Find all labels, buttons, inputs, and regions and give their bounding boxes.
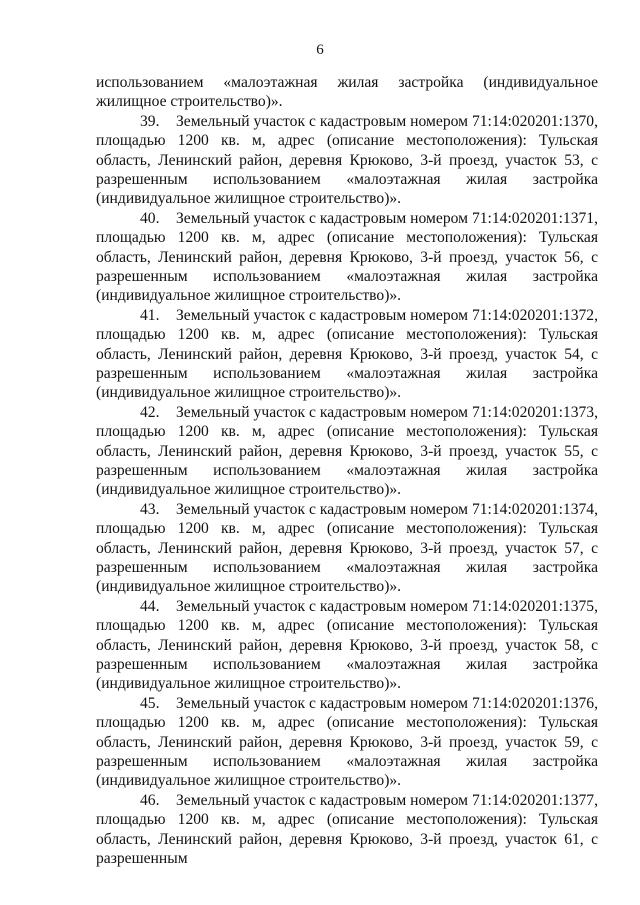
- continuation-paragraph: использованием «малоэтажная жилая застройка (индивидуальное жилищное строительство)».: [96, 74, 598, 111]
- entry-text: Земельный участок с кадастровым номером 71:14:020201:1371, площадью 1200 кв. м, адрес (описание местоположения): Тульская область, Ленинский район, деревня Крюково, 3-й проезд, участок 56, с разрешенным использованием «малоэтажная жилая застройка (индивидуальное жилищное строительство)».: [96, 210, 598, 305]
- entry-text: Земельный участок с кадастровым номером 71:14:020201:1376, площадью 1200 кв. м, адрес (описание местоположения): Тульская область, Ленинский район, деревня Крюково, 3-й проезд, участок 59, с разрешенным использованием «малоэтажная жилая застройка (индивидуальное жилищное строительство)».: [96, 695, 598, 790]
- list-item: [96, 112, 598, 208]
- list-item: [96, 791, 598, 868]
- list-item: [96, 694, 598, 790]
- entry-number: 42.: [140, 404, 160, 422]
- entry-number: 39.: [140, 113, 160, 131]
- entry-text: Земельный участок с кадастровым номером 71:14:020201:1374, площадью 1200 кв. м, адрес (описание местоположения): Тульская область, Ленинский район, деревня Крюково, 3-й проезд, участок 57, с разрешенным использованием «малоэтажная жилая застройка (индивидуальное жилищное строительство)».: [96, 501, 598, 596]
- entry-text: Земельный участок с кадастровым номером 71:14:020201:1373, площадью 1200 кв. м, адрес (описание местоположения): Тульская область, Ленинский район, деревня Крюково, 3-й проезд, участок 55, с разрешенным использованием «малоэтажная жилая застройка (индивидуальное жилищное строительство)».: [96, 404, 598, 499]
- entry-number: 40.: [140, 210, 160, 228]
- entry-number: 45.: [140, 695, 160, 712]
- entry-paragraph: [96, 694, 598, 790]
- entry-paragraph: [96, 403, 598, 499]
- entry-text: Земельный участок с кадастровым номером 71:14:020201:1375, площадью 1200 кв. м, адрес (описание местоположения): Тульская область, Ленинский район, деревня Крюково, 3-й проезд, участок 58, с разрешенным использованием «малоэтажная жилая застройка (индивидуальное жилищное строительство)».: [96, 598, 598, 693]
- entry-text: Земельный участок с кадастровым номером 71:14:020201:1372, площадью 1200 кв. м, адрес (описание местоположения): Тульская область, Ленинский район, деревня Крюково, 3-й проезд, участок 54, с разрешенным использованием «малоэтажная жилая застройка (индивидуальное жилищное строительство)».: [96, 307, 598, 402]
- entries-list: [96, 112, 598, 868]
- entry-paragraph: [96, 209, 598, 305]
- entry-text: Земельный участок с кадастровым номером 71:14:020201:1377, площадью 1200 кв. м, адрес (описание местоположения): Тульская область, Ленинский район, деревня Крюково, 3-й проезд, участок 61, с разрешенным: [96, 791, 598, 867]
- entry-paragraph: [96, 112, 598, 208]
- entry-paragraph: [96, 500, 598, 596]
- list-item: [96, 597, 598, 693]
- entry-paragraph: [96, 306, 598, 402]
- document-body: [96, 73, 598, 868]
- list-item: [96, 403, 598, 499]
- entry-text: Земельный участок с кадастровым номером 71:14:020201:1370, площадью 1200 кв. м, адрес (описание местоположения): Тульская область, Ленинский район, деревня Крюково, 3-й проезд, участок 53, с разрешенным использованием «малоэтажная жилая застройка (индивидуальное жилищное строительство)».: [96, 113, 598, 208]
- page-number: 6: [316, 42, 324, 58]
- entry-number: 44.: [140, 598, 160, 616]
- list-item: [96, 209, 598, 305]
- list-item: [96, 500, 598, 596]
- list-item: [96, 306, 598, 402]
- entry-number: 43.: [140, 501, 160, 519]
- entry-number: 46.: [140, 791, 160, 809]
- entry-paragraph: [96, 791, 598, 868]
- entry-paragraph: [96, 597, 598, 693]
- entry-number: 41.: [140, 307, 160, 325]
